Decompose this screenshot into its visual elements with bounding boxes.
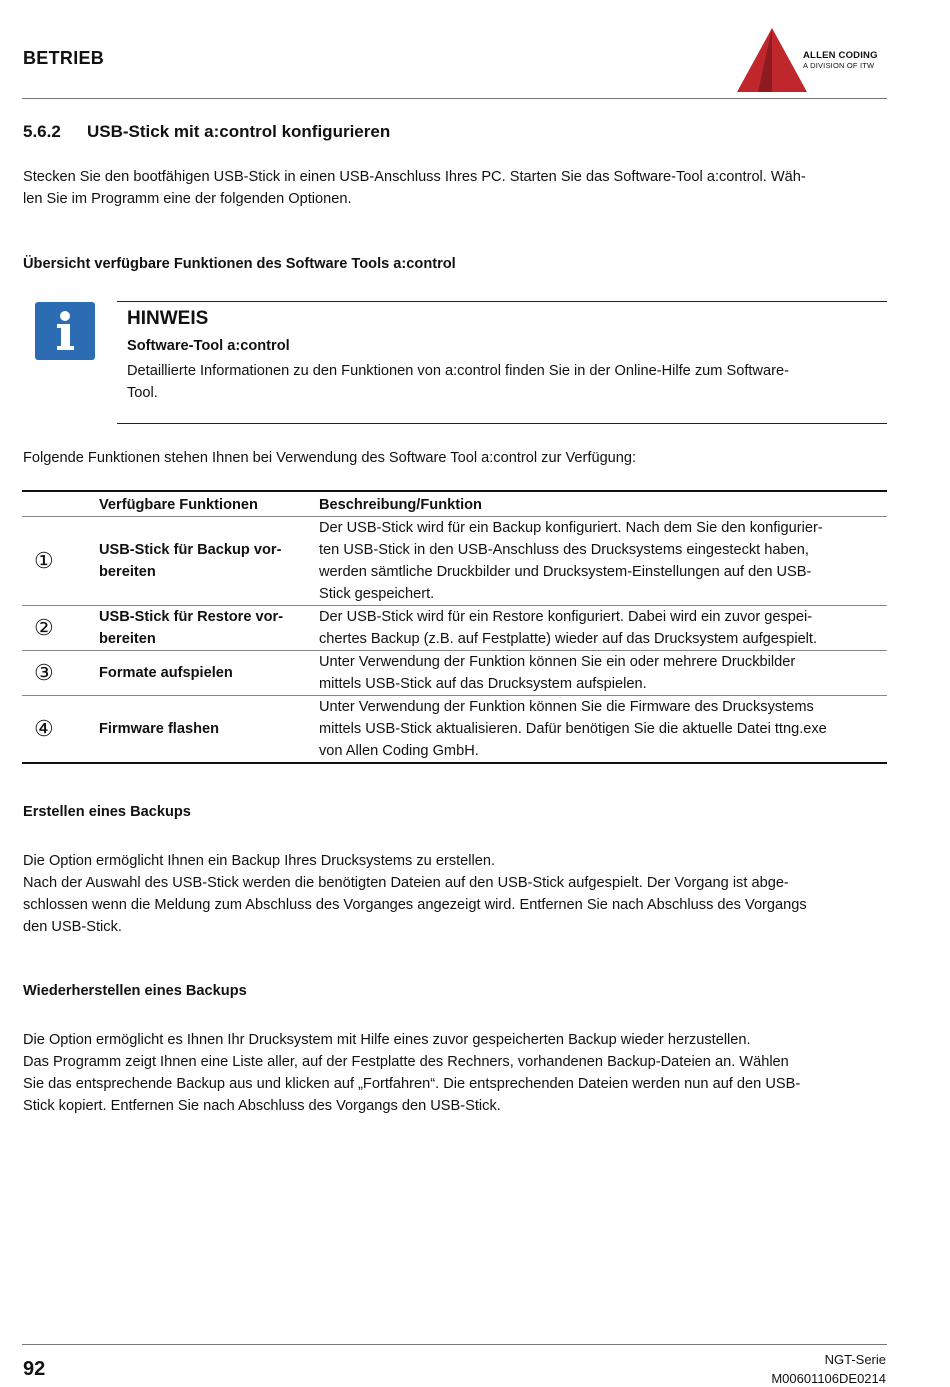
backup-line: schlossen wenn die Meldung zum Abschluss des Vorganges angezeigt wird. Entfernen Sie nach Abschluss des Vorgangs [23,897,807,913]
header-rule [22,98,887,99]
function-name-line: bereiten [99,631,156,647]
row-number: ① [22,517,99,606]
restore-body [23,1029,883,1117]
section-intro [23,166,883,210]
description-line: Der USB-Stick wird für ein Restore konfiguriert. Dabei wird ein zuvor gespei- [319,609,813,625]
notice-body-line: Tool. [127,385,158,401]
row-function-name [99,606,319,651]
footer-doc-id: M00601106DE0214 [771,1371,886,1386]
function-name-line: USB-Stick für Backup vor- [99,542,282,558]
backup-heading: Erstellen eines Backups [23,804,191,820]
description-line: Unter Verwendung der Funktion können Sie die Firmware des Drucksystems [319,699,814,715]
row-function-name [99,696,319,764]
description-line: von Allen Coding GmbH. [319,743,479,759]
page-number: 92 [23,1358,46,1380]
row-function-name [99,651,319,696]
backup-line: Nach der Auswahl des USB-Stick werden die benötigten Dateien auf den USB-Stick aufgespielt. Der Vorgang ist abge- [23,875,789,891]
backup-body [23,850,883,938]
info-glyph [35,302,95,360]
table-row [22,696,887,764]
intro-line: len Sie im Programm eine der folgenden Optionen. [23,191,352,207]
functions-table [22,490,887,764]
description-line: chertes Backup (z.B. auf Festplatte) wieder auf das Drucksystem aufgespielt. [319,631,818,647]
table-row [22,651,887,696]
footer-series: NGT-Serie [824,1352,886,1367]
intro-line: Stecken Sie den bootfähigen USB-Stick in einen USB-Anschluss Ihres PC. Starten Sie das Software-Tool a:control. Wäh- [23,169,806,185]
notice-body-line: Detaillierte Informationen zu den Funktionen von a:control finden Sie in der Online-Hilfe zum Software- [127,363,789,379]
row-number: ③ [22,651,99,696]
logo-text-division: A DIVISION OF ITW [803,61,875,70]
description-line: Stick gespeichert. [319,586,435,602]
restore-line: Stick kopiert. Entfernen Sie nach Abschluss des Vorgangs den USB-Stick. [23,1098,501,1114]
row-function-name [99,517,319,606]
table-header-row [22,491,887,517]
backup-line: den USB-Stick. [23,919,122,935]
table-header-description: Beschreibung/Funktion [319,491,887,517]
row-description [319,606,887,651]
row-description [319,696,887,764]
function-name-line: Firmware flashen [99,721,220,737]
row-description [319,651,887,696]
table-row [22,606,887,651]
logo-text-brand: ALLEN CODING [803,50,878,61]
notice-subtitle: Software-Tool a:control [127,338,290,354]
row-number: ② [22,606,99,651]
row-description [319,517,887,606]
footer-rule [22,1344,887,1345]
header-title: BETRIEB [23,48,105,68]
function-name-line: bereiten [99,564,156,580]
function-name-line: Formate aufspielen [99,665,233,681]
restore-heading: Wiederherstellen eines Backups [23,983,247,999]
function-name-line: USB-Stick für Restore vor- [99,609,284,625]
overview-heading: Übersicht verfügbare Funktionen des Software Tools a:control [23,256,456,272]
table-row [22,517,887,606]
info-icon [35,302,95,360]
description-line: werden sämtliche Druckbilder und Drucksystem-Einstellungen auf den USB- [319,564,812,580]
notice-body [127,360,877,404]
notice-title: HINWEIS [127,308,209,329]
row-number: ④ [22,696,99,764]
description-line: ten USB-Stick in den USB-Anschluss des Drucksystems eingesteckt haben, [319,542,809,558]
section-title: USB-Stick mit a:control konfigurieren [87,122,391,141]
table-header-num [22,491,99,517]
section-number: 5.6.2 [23,122,61,141]
notice-bottom-rule [117,423,887,424]
functions-intro: Folgende Funktionen stehen Ihnen bei Verwendung des Software Tool a:control zur Verfügung: [23,450,637,466]
restore-line: Sie das entsprechende Backup aus und klicken auf „Fortfahren“. Die entsprechenden Dateien werden nun auf den USB- [23,1076,801,1092]
backup-line: Die Option ermöglicht Ihnen ein Backup Ihres Drucksystems zu erstellen. [23,853,496,869]
description-line: mittels USB-Stick aktualisieren. Dafür benötigen Sie die aktuelle Datei ttng.exe [319,721,827,737]
restore-line: Das Programm zeigt Ihnen eine Liste aller, auf der Festplatte des Rechners, vorhandenen Backup-Dateien an. Wählen [23,1054,789,1070]
table-header-functions: Verfügbare Funktionen [99,491,319,517]
description-line: Der USB-Stick wird für ein Backup konfiguriert. Nach dem Sie den konfigurier- [319,520,823,536]
restore-line: Die Option ermöglicht es Ihnen Ihr Drucksystem mit Hilfe eines zuvor gespeicherten Backup wieder herzustellen. [23,1032,751,1048]
description-line: Unter Verwendung der Funktion können Sie ein oder mehrere Druckbilder [319,654,796,670]
description-line: mittels USB-Stick auf das Drucksystem aufspielen. [319,676,647,692]
notice-top-rule [117,301,887,302]
